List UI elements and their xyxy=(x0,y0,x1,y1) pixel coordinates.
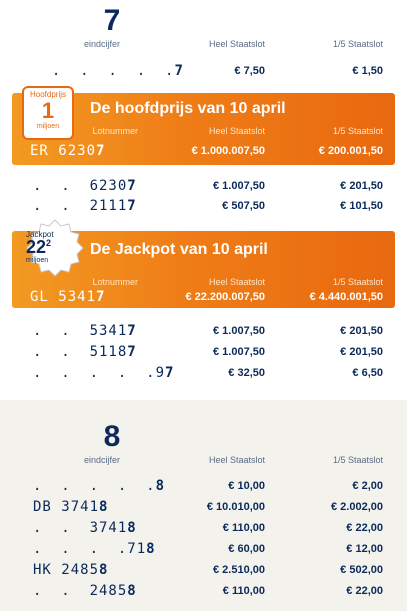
column-header-full-ticket: Heel Staatslot xyxy=(208,39,265,49)
amount-full-ticket: € 110,00 xyxy=(222,522,265,534)
end-digit-label: eindcijfer xyxy=(84,39,121,49)
prize-row xyxy=(0,342,407,362)
banner-amount-fifth: € 4.440.001,50 xyxy=(309,291,383,303)
prize-row xyxy=(0,61,407,81)
ticket-number: . . . . .97 xyxy=(33,365,175,381)
amount-fifth-ticket: € 22,00 xyxy=(346,585,383,597)
amount-fifth-ticket: € 502,00 xyxy=(340,564,383,576)
amount-full-ticket: € 2.510,00 xyxy=(213,564,265,576)
column-header-full-ticket: Heel Staatslot xyxy=(208,455,265,465)
amount-full-ticket: € 110,00 xyxy=(222,585,265,597)
amount-fifth-ticket: € 12,00 xyxy=(346,543,383,555)
banner-jackpot xyxy=(12,231,395,308)
banner-amount-full: € 1.000.007,50 xyxy=(191,145,265,157)
ticket-number: . . . .718 xyxy=(33,541,156,557)
ticket-number: . . 51187 xyxy=(33,344,137,360)
badge-number: $22^2$ xyxy=(26,237,52,257)
ticket-number: . . . . .7 xyxy=(33,63,184,79)
amount-fifth-ticket: € 1,50 xyxy=(352,65,383,77)
prize-row xyxy=(0,176,407,196)
end-digit-label: eindcijfer xyxy=(84,455,121,465)
end-digit-heading: 8 xyxy=(103,420,121,453)
ticket-number: . . 24858 xyxy=(33,583,137,599)
amount-full-ticket: € 60,00 xyxy=(228,543,265,555)
winning-ticket-number: ER 62307 xyxy=(30,143,106,159)
banner-amount-fifth: € 200.001,50 xyxy=(318,145,383,157)
amount-fifth-ticket: € 2,00 xyxy=(352,480,383,492)
prize-row xyxy=(0,321,407,341)
amount-full-ticket: € 10,00 xyxy=(228,480,265,492)
amount-fifth-ticket: € 22,00 xyxy=(346,522,383,534)
amount-full-ticket: € 10.010,00 xyxy=(206,501,265,513)
ticket-number: . . 37418 xyxy=(33,520,137,536)
column-header-fifth-ticket: 1/5 Staatslot xyxy=(332,455,383,465)
amount-full-ticket: € 1.007,50 xyxy=(213,325,265,337)
banner-header-full: Heel Staatslot xyxy=(208,126,265,136)
amount-fifth-ticket: € 6,50 xyxy=(352,367,383,379)
banner-hoofdprijs xyxy=(12,90,395,165)
amount-fifth-ticket: € 2.002,00 xyxy=(331,501,383,513)
badge-bottom-text: miljoen xyxy=(26,257,49,264)
amount-fifth-ticket: € 201,50 xyxy=(340,325,383,337)
end-digit-heading: 7 xyxy=(103,4,121,37)
banner-header-lotnummer: Lotnummer xyxy=(92,126,138,136)
amount-full-ticket: € 507,50 xyxy=(222,200,265,212)
ticket-number: . . 62307 xyxy=(33,178,137,194)
prize-row xyxy=(0,539,407,559)
badge-number: 1 xyxy=(41,98,55,123)
badge-top-text: Jackpot xyxy=(26,230,54,239)
ticket-number: . . . . .8 xyxy=(33,478,166,494)
banner-header-lotnummer: Lotnummer xyxy=(92,277,138,287)
amount-fifth-ticket: € 201,50 xyxy=(340,180,383,192)
banner-amount-full: € 22.200.007,50 xyxy=(185,291,265,303)
prize-row xyxy=(0,560,407,580)
prize-row xyxy=(0,476,407,496)
banner-header-fifth: 1/5 Staatslot xyxy=(332,277,383,287)
amount-full-ticket: € 1.007,50 xyxy=(213,346,265,358)
prize-row xyxy=(0,497,407,517)
banner-title: De Jackpot van 10 april xyxy=(90,241,268,258)
jackpot-badge xyxy=(26,219,84,277)
prize-row xyxy=(0,518,407,538)
badge-bottom-text: miljoen xyxy=(36,123,60,130)
amount-full-ticket: € 1.007,50 xyxy=(213,180,265,192)
column-header-fifth-ticket: 1/5 Staatslot xyxy=(332,39,383,49)
badge-top-text: Hoofdprijs xyxy=(29,90,66,99)
prize-row xyxy=(0,581,407,601)
banner-header-fifth: 1/5 Staatslot xyxy=(332,126,383,136)
winning-ticket-number: GL 53417 xyxy=(30,289,106,305)
amount-fifth-ticket: € 201,50 xyxy=(340,346,383,358)
prize-row xyxy=(0,196,407,216)
ticket-number: HK 24858 xyxy=(33,562,109,578)
banner-header-full: Heel Staatslot xyxy=(208,277,265,287)
section-eindcijfer-8 xyxy=(0,400,407,611)
banner-title: De hoofdprijs van 10 april xyxy=(90,100,286,117)
amount-full-ticket: € 7,50 xyxy=(234,65,265,77)
amount-full-ticket: € 32,50 xyxy=(228,367,265,379)
ticket-number: . . 53417 xyxy=(33,323,137,339)
ticket-number: DB 37418 xyxy=(33,499,109,515)
prize-row xyxy=(0,363,407,383)
amount-fifth-ticket: € 101,50 xyxy=(340,200,383,212)
ticket-number: . . 21117 xyxy=(33,198,137,214)
